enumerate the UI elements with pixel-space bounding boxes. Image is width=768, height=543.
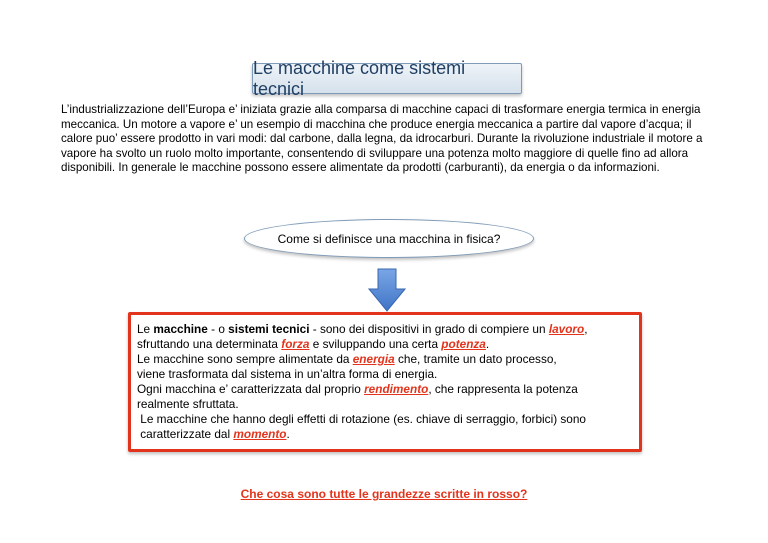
term-energia: energia bbox=[352, 352, 395, 366]
definition-line bbox=[137, 322, 631, 337]
text-span: e sviluppando una certa bbox=[309, 337, 442, 351]
definition-line: viene trasformata dal sistema in un’altra forma di energia. bbox=[137, 367, 438, 381]
text-span: , che rappresenta la potenza bbox=[428, 382, 578, 396]
text-span: - o bbox=[207, 322, 229, 336]
definition-line bbox=[137, 337, 631, 352]
text-span: Le macchine sono sempre alimentate da bbox=[137, 352, 353, 366]
intro-paragraph: L’industrializzazione dell’Europa e’ iniziata grazie alla comparsa di macchine capaci di trasformare energia termica in energia meccanica. Un motore a vapore e’ un esempio di macchina che produce energia meccanica a partire dal vapore d’acqua; il calore puo’ essere prodotto in vari modi: dal carbone, dalla legna, da idrocarburi. Durante la rivoluzione industriale il motore a vapore ha svolto un ruolo molto importante, consentendo di sviluppare una potenza molto maggiore di quelle fino ad allora disponibili. In generale le macchine possono essere alimentate da prodotti (carburanti), da energia o da informazioni. bbox=[61, 103, 703, 175]
definition-line: realmente sfruttata. bbox=[137, 397, 239, 411]
term-sistemi-tecnici: sistemi tecnici bbox=[228, 322, 310, 336]
term-lavoro: lavoro bbox=[548, 322, 585, 336]
slide-title-box bbox=[252, 57, 522, 99]
text-span: . bbox=[286, 427, 290, 441]
term-potenza: potenza bbox=[441, 337, 486, 351]
question-text: Come si definisce una macchina in fisica? bbox=[277, 231, 501, 246]
term-forza: forza bbox=[281, 337, 310, 351]
text-span: che, tramite un dato processo, bbox=[394, 352, 557, 366]
definition-line bbox=[137, 382, 631, 397]
term-rendimento: rendimento bbox=[364, 382, 429, 396]
definition-line: Le macchine che hanno degli effetti di rotazione (es. chiave di serraggio, forbici) sono bbox=[137, 412, 586, 426]
text-span: Le bbox=[137, 322, 154, 336]
term-macchine: macchine bbox=[153, 322, 208, 336]
text-span: - sono dei dispositivi in grado di compiere un bbox=[309, 322, 549, 336]
slide-title: Le macchine come sistemi tecnici bbox=[253, 57, 466, 99]
text-span: sfruttando una determinata bbox=[137, 337, 282, 351]
text-span: . bbox=[485, 337, 490, 351]
definition-line bbox=[137, 352, 631, 367]
definition-box bbox=[128, 312, 642, 452]
text-span: Ogni macchina e’ caratterizzata dal proprio bbox=[137, 382, 365, 396]
text-span: , bbox=[584, 322, 588, 336]
definition-line bbox=[137, 427, 631, 442]
down-arrow-icon bbox=[368, 268, 406, 312]
term-momento: momento bbox=[233, 427, 287, 441]
text-span: caratterizzate dal bbox=[137, 427, 234, 441]
footer-question: Che cosa sono tutte le grandezze scritte in rosso? bbox=[240, 487, 528, 501]
question-ellipse bbox=[244, 219, 534, 258]
